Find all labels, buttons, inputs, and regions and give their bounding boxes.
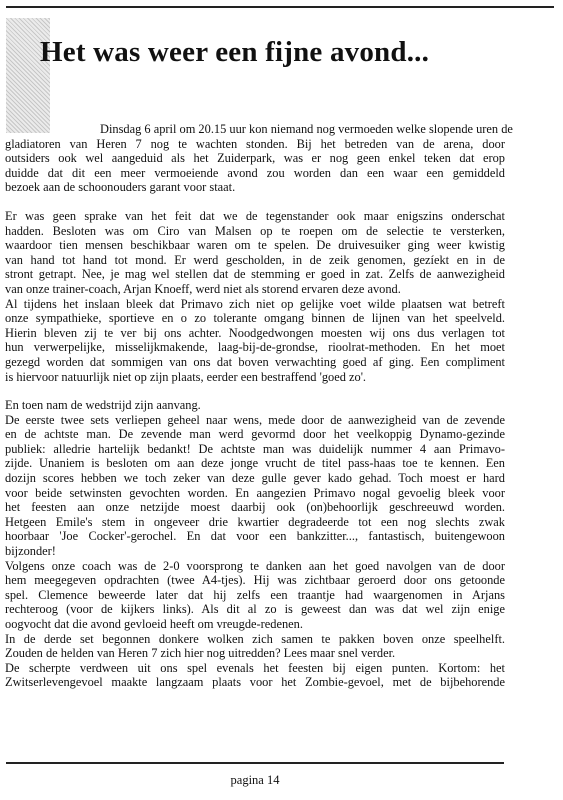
footer-rule — [6, 762, 504, 764]
body-line: publiek: alledrie hartelijk bedankt! De achtste man was duidelijk nummer 4 aan Primavo- — [5, 441, 505, 456]
body-line: hun verwerpelijke, misselijkmakende, laag-bij-de-grondse, rioolrat-methoden. En het moet — [5, 340, 505, 355]
body-line: zijde. Unaniem is besloten om aan deze jonge vrucht de titel pass-haas toe te kennen. Een — [5, 456, 505, 471]
body-line: hadden. Besloten was om Ciro van Malsen op te roepen om de selectie te versterken, — [5, 223, 505, 238]
body-line: gladiatoren van Heren 7 nog te wachten stonden. Bij het betreden van de arena, door — [5, 136, 505, 151]
article-body — [5, 122, 513, 704]
paragraph-preparation — [5, 209, 505, 384]
body-line: Zouden de helden van Heren 7 zich hier nog uitredden? Lees maar snel verder. — [5, 646, 396, 661]
paragraph-match — [5, 413, 505, 690]
body-line: De scherpte verdween uit ons spel evenals het feesten bij eigen punten. Kortom: het — [5, 660, 505, 675]
body-line: Al tijdens het inslaan bleek dat Primavo zich niet op gelijke voet wilde plaatsen wat betreft — [5, 296, 505, 311]
body-line: hoorbaar 'Joe Cocker'-gerochel. En dat voor een bankzitter..., fantastisch, buitengewoon — [5, 529, 505, 544]
body-line: Dinsdag 6 april om 20.15 uur kon niemand nog vermoeden welke slopende uren de — [100, 122, 513, 136]
body-line: stront getrapt. Nee, je mag wel stellen dat de stemming er goed in zat. Zelfs de aanwezigheid — [5, 267, 505, 282]
body-line: is hiervoor natuurlijk niet op zijn plaats, eerder een bestraffend 'goed zo'. — [5, 369, 367, 384]
body-line: duidde dat dit een meer vermoeiende avond zou worden dan een waar een gemiddeld — [5, 165, 505, 180]
article-title: Het was weer een fijne avond... — [40, 36, 430, 68]
body-line: De eerste twee sets verliepen geheel naar wens, mede door de aanwezigheid van de zevende — [5, 412, 505, 427]
body-line: gezegd worden dat sommigen van ons dat boven verwachting goed af ging. Een compliment — [5, 354, 505, 369]
page-number: pagina 14 — [230, 773, 280, 787]
top-rule — [6, 6, 554, 8]
body-line: dozijn scores hebben we toch zeker van deze gulle gever kado gehad. Toch moest er hard — [5, 471, 505, 486]
body-line: Hierin bleven zij te ver bij ons achter. Noodgedwongen moesten wij ons dus verlagen tot — [5, 325, 505, 340]
body-line: bezoek aan de schoonouders garant voor staat. — [5, 180, 236, 195]
body-line: rechteroog (voor de kijkers links). Als dit al zo is geweest dan was dat wel zijn enige — [5, 602, 505, 617]
body-line: spel. Clemence beweerde later dat hij zelfs een traantje had waargenomen in Arjans — [5, 587, 505, 602]
body-line: oogvocht dat die avond gevloeid heeft om vreugde-redenen. — [5, 617, 303, 631]
body-line: van hand tot hand tot mond. Er werd gescholden, in de zeik genomen, gezíekt en in de — [5, 252, 505, 267]
body-line: Er was geen sprake van het feit dat we de tegenstander ook maar enigszins onderschat — [5, 208, 505, 223]
paragraph-kickoff — [5, 398, 505, 413]
body-line: hem meegegeven opdrachten (twee A4-tjes). Hij was zichtbaar geroerd door ons getoonde — [5, 573, 505, 588]
body-line: van onze trainer-coach, Arjan Knoeff, werd niet als storend ervaren deze avond. — [5, 281, 401, 296]
body-line: In de derde set begonnen donkere wolken zich samen te pakken boven onze speelhelft. — [5, 631, 505, 646]
body-line: het feesten aan onze netzijde moest daarbij ook (on)behoorlijk geschreeuwd worden. — [5, 500, 505, 515]
body-line: Zwitserlevengevoel maakte langzaam plaats voor het Zombie-gevoel, met de bijbehorende — [5, 675, 505, 690]
body-line: Volgens onze coach was de 2-0 voorsprong te danken aan het goed navolgen van de door — [5, 558, 505, 573]
body-line: onze sympathieke, sportieve en o zo tolerante omgang binnen de lijnen van het speelveld. — [5, 311, 505, 326]
body-line: Hetgeen Emile's stem in ongeveer drie kwartier degradeerde tot een nog slechts zwak — [5, 514, 505, 529]
body-line: waardoor tien mensen beschikbaar waren om te spelen. De druivesuiker ging weer kwistig — [5, 238, 505, 253]
body-line: voor beide setwinsten gevochten worden. En aangezien Primavo nogal gevoelig bleek voor — [5, 485, 505, 500]
body-line: bijzonder! — [5, 544, 56, 559]
body-line: en de achtste man. De zevende man werd gevormd door het veelkoppig Dynamo-gezinde — [5, 427, 505, 442]
body-line: En toen nam de wedstrijd zijn aanvang. — [5, 398, 201, 413]
paragraph-intro — [5, 122, 513, 195]
body-line: outsiders ook wel aangeduid als het Zuiderpark, was er nog geen enkel teken dat erop — [5, 151, 505, 166]
